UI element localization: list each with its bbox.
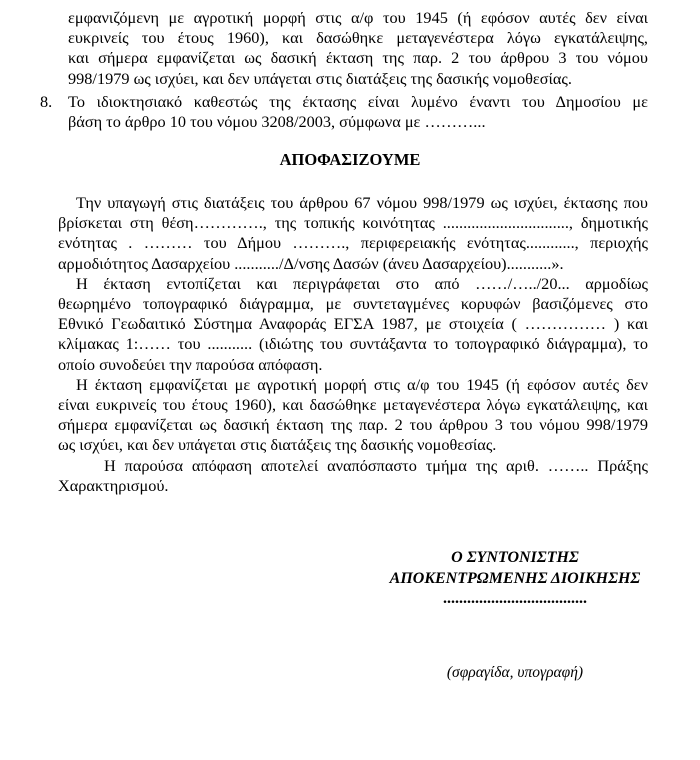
text-line: Χαρακτηρισμού. (58, 475, 169, 495)
text-line: και σήμερα εμφανίζεται ως δασική έκταση της παρ. 2 του άρθρου 3 του νόμου (68, 48, 648, 68)
text-line: είναι ευκρινείς του έτους 1960), και δασώθηκε μεταγενέστερα λόγω εγκατάλειψης, και (58, 395, 648, 415)
text-line: Εθνικό Γεωδαιτικό Σύστημα Αναφοράς ΕΓΣΑ 1987, με στοιχεία ( …………… ) και (58, 314, 648, 334)
text-line: Το ιδιοκτησιακό καθεστώς της έκτασης είναι λυμένο έναντι του Δημοσίου με (68, 92, 648, 111)
text-line: αρμοδιότητος Δασαρχείου .........../Δ/νσης Δασών (άνευ Δασαρχείου)...........». (58, 253, 564, 273)
section-heading: ΑΠΟΦΑΣΙΖΟΥΜΕ (279, 150, 421, 169)
text-line: ενότητας . ……… του Δήμου ………., περιφερειακής ενότητας............, περιοχής (58, 233, 648, 253)
text-line: βάση το άρθρο 10 του νόμου 3208/2003, σύμφωνα με ………... (68, 112, 486, 132)
text-line: ως ισχύει, και δεν υπάγεται στις διατάξεις της δασικής νομοθεσίας. (58, 435, 497, 455)
text-line: Η έκταση εμφανίζεται με αγροτική μορφή στις α/φ του 1945 (ή εφόσον αυτές δεν (76, 374, 648, 394)
decision-body (48, 193, 648, 496)
text-line: 998/1979 ως ισχύει, και δεν υπάγεται στις διατάξεις της δασικής νομοθεσίας. (68, 68, 572, 88)
text-line: ευκρινείς του έτους 1960), και δασώθηκε μεταγενέστερα λόγω εγκατάλειψης, (68, 28, 648, 48)
text-line: Η έκταση εντοπίζεται και περιγράφεται στο από ……/…../20... αρμοδίως (76, 273, 648, 293)
text-line: κλίμακας 1:…… του ........... (ιδιώτης του συντάξαντα το τοπογραφικό διάγραμμα), το (58, 334, 648, 354)
text-line: σήμερα εμφανίζεται ως δασική έκταση της παρ. 2 του άρθρου 3 του νόμου 998/1979 (58, 415, 648, 435)
paragraph-2 (48, 274, 648, 375)
text-line: εμφανιζόμενη με αγροτική μορφή στις α/φ του 1945 (ή εφόσον αυτές δεν είναι (68, 8, 648, 27)
text-line: οποίο συνοδεύει την παρούσα απόφαση. (58, 354, 323, 374)
continuation-text (68, 8, 648, 89)
text-line: θεωρημένο τοπογραφικό διάγραμμα, με συντεταγμένες κορυφών βασιζόμενες στο (58, 294, 648, 314)
signature-name-placeholder: .................................... (443, 590, 587, 607)
list-item-8 (40, 92, 648, 132)
signature-title-line-2: ΑΠΟΚΕΝΤΡΩΜΕΝΗΣ ΔΙΟΙΚΗΣΗΣ (389, 570, 641, 587)
paragraph-1 (48, 193, 648, 274)
signature-title-line-1: Ο ΣΥΝΤΟΝΙΣΤΗΣ (451, 549, 579, 566)
text-line: Την υπαγωγή στις διατάξεις του άρθρου 67 νόμου 998/1979 ως ισχύει, έκτασης που (76, 193, 648, 212)
list-item-number: 8. (40, 92, 53, 111)
text-line: Η παρούσα απόφαση αποτελεί αναπόσπαστο τμήμα της αριθ. …….. Πράξης (104, 455, 648, 475)
text-line: βρίσκεται στη θέση…………., της τοπικής κοινότητας ..............................., δημοτικής (58, 213, 648, 233)
stamp-note: (σφραγίδα, υπογραφή) (446, 664, 584, 681)
paragraph-4 (48, 456, 648, 496)
paragraph-3 (48, 375, 648, 456)
